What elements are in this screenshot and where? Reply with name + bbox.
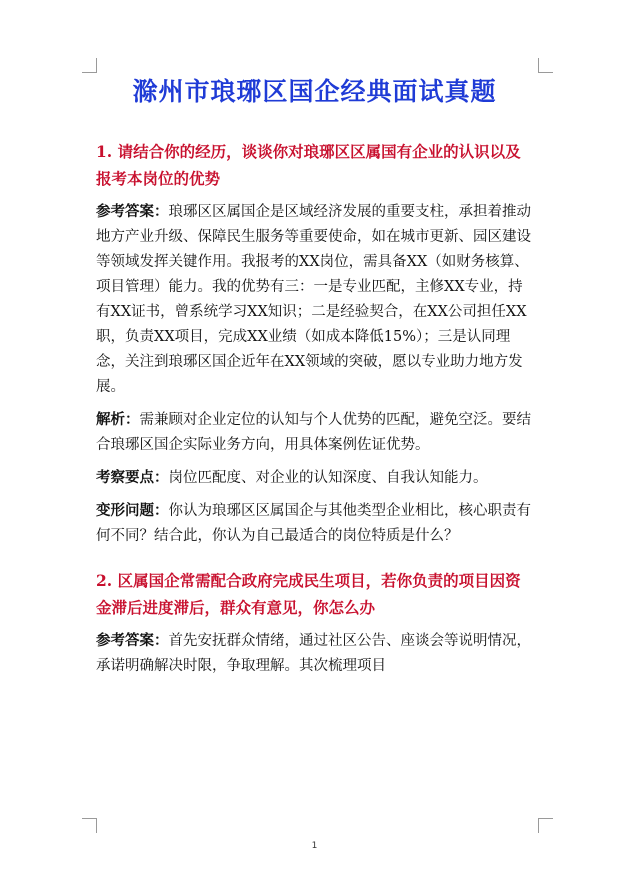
document-title: 滁州市琅琊区国企经典面试真题 [132,77,497,106]
analysis-text: 需兼顾对企业定位的认知与个人优势的匹配，避免空泛。要结合琅琊区国企实际业务方向，用具体案例佐证优势。 [96,412,531,453]
analysis-label: 解析 [96,411,125,428]
question-1-heading: 1. 请结合你的经历，谈谈你对琅琊区区属国有企业的认识以及报考本岗位的优势 [96,142,521,188]
question-1-analysis: 解析：需兼顾对企业定位的认知与个人优势的匹配，避免空泛。要结合琅琊区国企实际业务方向，用具体案例佐证优势。 [96,411,531,453]
answer-label: 参考答案 [96,632,154,649]
question-1-points: 考察要点：岗位匹配度、对企业的认知深度、自我认知能力。 [96,469,488,486]
answer-text: 首先安抚群众情绪，通过社区公告、座谈会等说明情况，承诺明确解决时限，争取理解。其次梳理项目 [96,633,531,674]
variant-text: 你认为琅琊区区属国企与其他类型企业相比，核心职责有何不同？结合此，你认为自己最适合的岗位特质是什么？ [96,503,531,544]
question-1-variant: 变形问题：你认为琅琊区区属国企与其他类型企业相比，核心职责有何不同？结合此，你认为自己最适合的岗位特质是什么？ [96,502,531,544]
document-body [96,138,536,686]
question-2-heading: 2. 区属国企常需配合政府完成民生项目，若你负责的项目因资金滞后进度滞后，群众有意见，你怎么办 [96,571,521,617]
answer-text: 琅琊区区属国企是区域经济发展的重要支柱，承担着推动地方产业升级、保障民生服务等重要使命，如在城市更新、园区建设等领域发挥关键作用。我报考的XX岗位，需具备XX（如财务核算、项目管理）能力。我的优势有三：一是专业匹配，主修XX专业，持有XX证书，曾系统学习XX知识；二是经验契合，在XX公司担任XX职，负责XX项目，完成XX业绩（如成本降低15%）；三是认同理念，关注到琅琊区国企近年在XX领域的突破，愿以专业助力地方发展。 [96,204,531,395]
crop-mark-bottom-right [538,818,553,833]
page-number: 1 [311,841,318,851]
points-text: 岗位匹配度、对企业的认知深度、自我认知能力。 [168,470,488,486]
answer-label: 参考答案 [96,203,154,220]
variant-label: 变形问题 [96,502,154,519]
question-1-answer: 参考答案：琅琊区区属国企是区域经济发展的重要支柱，承担着推动地方产业升级、保障民生服务等重要使命，如在城市更新、园区建设等领域发挥关键作用。我报考的XX岗位，需具备XX（如财务核算、项目管理）能力。我的优势有三：一是专业匹配，主修XX专业，持有XX证书，曾系统学习XX知识；二是经验契合，在XX公司担任XX职，负责XX项目，完成XX业绩（如成本降低15%）；三是认同理念，关注到琅琊区国企近年在XX领域的突破，愿以专业助力地方发展。 [96,203,531,395]
crop-mark-top-left [82,58,97,73]
points-label: 考察要点 [96,469,154,486]
crop-mark-bottom-left [82,818,97,833]
question-2-answer: 参考答案：首先安抚群众情绪，通过社区公告、座谈会等说明情况，承诺明确解决时限，争取理解。其次梳理项目 [96,632,531,674]
crop-mark-top-right [538,58,553,73]
